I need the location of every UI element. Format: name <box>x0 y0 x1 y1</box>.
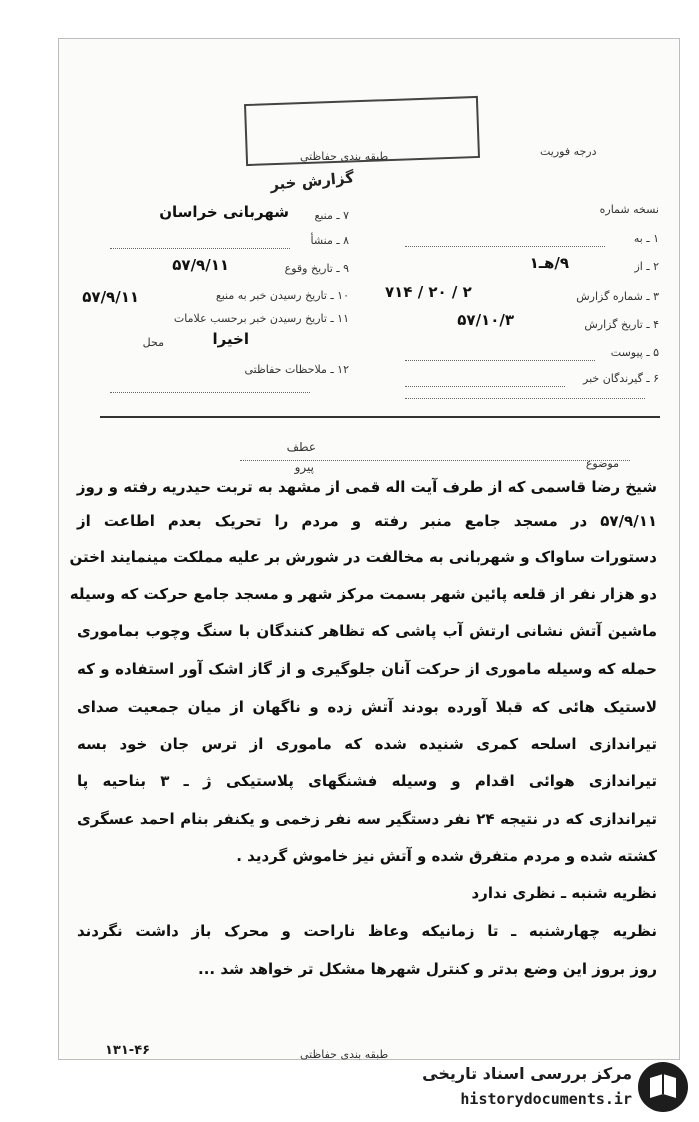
body-line: روز بروز این وضع بدتر و کنترل شهرها مشکل تر خواهد شد ... <box>198 960 657 978</box>
field-right-value: ۹/هـ۱ <box>529 254 569 272</box>
field-right-label: ۱ ـ به <box>633 232 659 245</box>
priority-label: درجه فوریت <box>540 145 597 158</box>
field-left-label: ۷ ـ منبع <box>314 209 349 222</box>
subject-label: موضوع <box>585 457 619 470</box>
body-line: حمله که وسیله ماموری از حرکت آنان جلوگیری و از گاز اشک آور استفاده و که <box>77 660 657 678</box>
footer-classification: طبقه بندی حفاظتی <box>300 1048 389 1061</box>
watermark-url[interactable]: historydocuments.ir <box>460 1090 632 1108</box>
subject-line <box>240 460 630 461</box>
field-right-label: نسخه شماره <box>599 203 659 216</box>
body-line: ۵۷/۹/۱۱ در مسجد جامع منبر رفته و مردم را تحریک بعدم اطاعت از <box>77 512 657 530</box>
body-line: ماشین آتش نشانی ارتش آب پاشی که تظاهر کنندگان با سنگ وچوب بماموری <box>77 622 657 640</box>
field-right-value: ۷۱۴ / ۲۰ / ۲ <box>385 283 472 301</box>
body-line: دستورات ساواک و شهربانی به مخالفت در شورش بر علیه مملکت مینمایند اختن <box>69 548 657 566</box>
body-line: نظریه شنبه ـ نظری ندارد <box>471 884 657 902</box>
dotted-line <box>405 386 565 387</box>
dotted-line <box>110 248 290 249</box>
dotted-line <box>405 246 605 247</box>
field-left-label: ۹ ـ تاریخ وقوع <box>284 262 349 275</box>
dotted-line <box>405 360 595 361</box>
field-left-label: محل <box>142 336 164 349</box>
dotted-line <box>405 398 645 399</box>
classification-stamp-text: طبقه بندی حفاظتی <box>300 150 389 163</box>
dotted-line <box>110 392 310 393</box>
body-line: تیراندازی اسلحه کمری شنیده شده که ماموری از ترس جان خود بسه <box>77 735 657 753</box>
field-left-value: شهربانی خراسان <box>159 203 289 221</box>
book-icon <box>638 1062 688 1112</box>
watermark-title: مرکز بررسی اسناد تاریخی <box>422 1064 632 1083</box>
field-left-value: ۵۷/۹/۱۱ <box>172 256 229 274</box>
field-left-label: ۱۰ ـ تاریخ رسیدن خبر به منبع <box>215 289 349 302</box>
field-right-value: ۵۷/۱۰/۳ <box>457 311 514 329</box>
field-left-value: اخیرا <box>212 330 249 348</box>
header-divider <box>100 416 660 418</box>
body-line: شیخ رضا قاسمی که از طرف آیت اله قمی از مشهد به تربت حیدریه رفته و روز <box>76 478 657 496</box>
field-left-value: ۵۷/۹/۱۱ <box>82 288 139 306</box>
field-left-label: ۸ ـ منشأ <box>310 234 349 247</box>
body-line: تیراندازی هوائی اقدام و وسیله فشنگهای پلاستیکی ژ ـ ۳ بناحیه پا <box>77 772 657 790</box>
field-left-label: ۱۱ ـ تاریخ رسیدن خبر برحسب علامات <box>173 312 349 325</box>
subject-ref-1: عطف <box>286 440 316 454</box>
field-right-label: ۵ ـ پیوست <box>610 346 659 359</box>
field-right-label: ۶ ـ گیرندگان خبر <box>583 372 659 385</box>
field-right-label: ۲ ـ از <box>634 260 659 273</box>
body-line: لاستیک هائی که قبلا آورده بودند آتش زده و ناگهان از میان جمعیت صدای <box>77 698 657 716</box>
body-line: کشته شده و مردم متفرق شده و آتش نیز خاموش گردید . <box>236 847 657 865</box>
field-right-label: ۴ ـ تاریخ گزارش <box>584 318 659 331</box>
field-left-label: ۱۲ ـ ملاحظات حفاظتی <box>244 363 349 376</box>
watermark-logo <box>404 1060 692 1116</box>
field-right-label: ۳ ـ شماره گزارش <box>576 290 659 303</box>
body-line: تیراندازی که در نتیجه ۲۴ نفر دستگیر سه نفر زخمی و یکنفر بنام احمد عسگری <box>77 810 657 828</box>
body-line: دو هزار نفر از قلعه پائین شهر بسمت مرکز شهر و مسجد جامع حرکت که وسیله <box>69 585 657 603</box>
report-title: گزارش خبر <box>269 168 355 194</box>
page-number: ۱۳۱-۴۶ <box>105 1043 151 1058</box>
body-line: نظریه چهارشنبه ـ تا زمانیکه وعاظ ناراحت و محرک باز داشت نگردند <box>77 922 657 940</box>
subject-ref-2: پیرو <box>294 460 314 474</box>
